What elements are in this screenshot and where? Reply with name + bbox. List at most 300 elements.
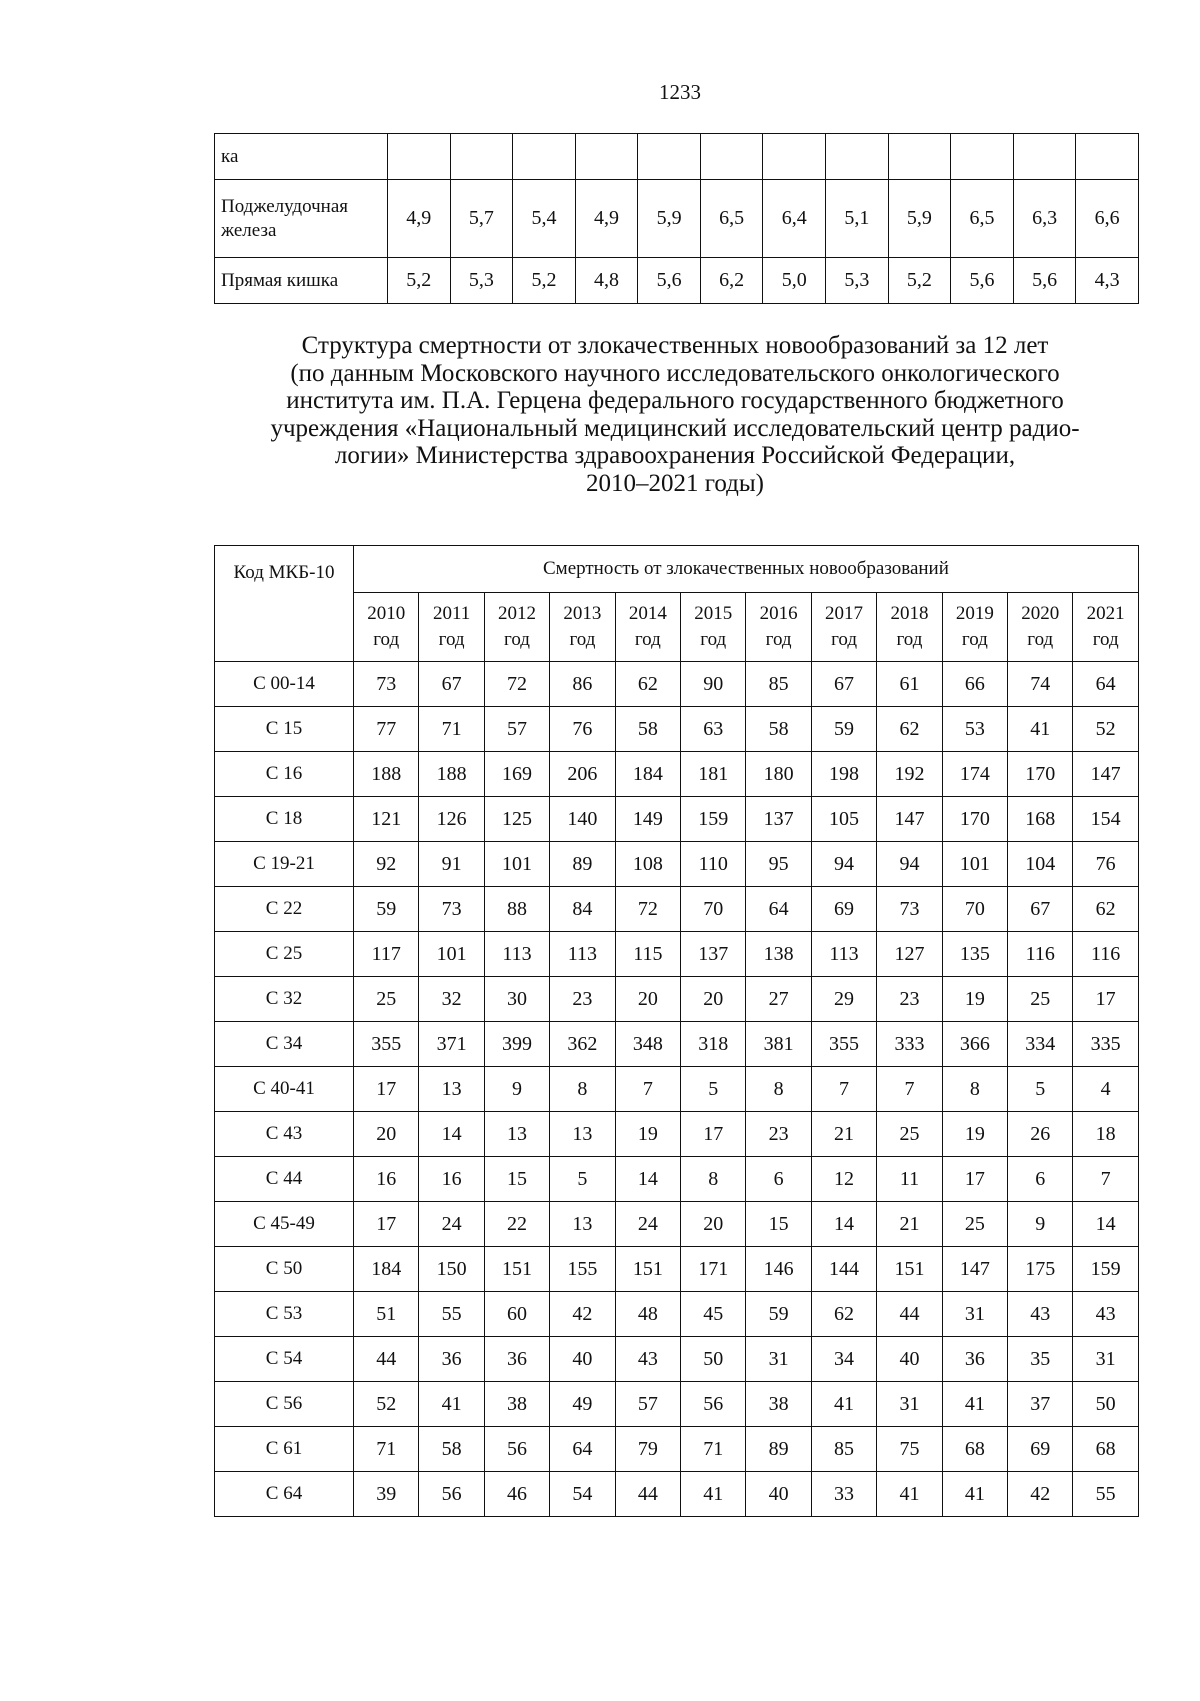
table-cell: 127 — [877, 932, 942, 977]
table-cell: 53 — [942, 707, 1007, 752]
year-header — [1073, 593, 1138, 662]
table-cell: 7 — [811, 1067, 876, 1112]
table-cell: 24 — [615, 1202, 680, 1247]
table-cell: 171 — [681, 1247, 746, 1292]
year-number: 2020 — [1021, 603, 1060, 624]
table-cell: 6,2 — [700, 258, 763, 304]
table-cell: 41 — [877, 1472, 942, 1517]
row-label: Прямая кишка — [215, 258, 388, 304]
icd-code: С 16 — [215, 752, 354, 797]
year-number: 2018 — [890, 603, 929, 624]
table-cell: 6,3 — [1013, 180, 1076, 258]
table-cell: 64 — [1073, 662, 1138, 707]
table-cell: 51 — [354, 1292, 419, 1337]
year-header — [942, 593, 1007, 662]
table-row — [215, 1202, 1139, 1247]
table-cell: 121 — [354, 797, 419, 842]
table-row — [215, 1337, 1139, 1382]
table-cell: 89 — [550, 842, 615, 887]
year-number: 2016 — [759, 603, 798, 624]
table-cell: 5,3 — [450, 258, 513, 304]
table-cell: 36 — [484, 1337, 549, 1382]
table-cell: 348 — [615, 1022, 680, 1067]
table-cell: 64 — [550, 1427, 615, 1472]
table-cell: 36 — [942, 1337, 1007, 1382]
table-cell: 6,4 — [763, 180, 826, 258]
table-cell: 41 — [419, 1382, 484, 1427]
table-cell: 116 — [1008, 932, 1073, 977]
table-cell: 33 — [811, 1472, 876, 1517]
table-cell: 57 — [484, 707, 549, 752]
table-cell: 73 — [354, 662, 419, 707]
table-cell: 17 — [354, 1202, 419, 1247]
table-cell: 25 — [942, 1202, 1007, 1247]
table-cell: 30 — [484, 977, 549, 1022]
table-cell: 355 — [811, 1022, 876, 1067]
table-row — [215, 662, 1139, 707]
table-cell: 41 — [1008, 707, 1073, 752]
table-cell: 101 — [942, 842, 1007, 887]
table-cell: 192 — [877, 752, 942, 797]
table-cell: 6,5 — [700, 180, 763, 258]
heading-line: учреждения «Национальный медицинский исследовательский центр радио- — [270, 414, 1080, 442]
table-cell: 366 — [942, 1022, 1007, 1067]
table-cell: 16 — [354, 1157, 419, 1202]
table-cell: 44 — [615, 1472, 680, 1517]
table-cell: 77 — [354, 707, 419, 752]
table-cell: 43 — [1073, 1292, 1138, 1337]
table-cell: 55 — [419, 1292, 484, 1337]
table-cell: 23 — [550, 977, 615, 1022]
table-cell: 72 — [484, 662, 549, 707]
table-cell: 147 — [877, 797, 942, 842]
table-row — [215, 707, 1139, 752]
table-cell: 126 — [419, 797, 484, 842]
table-cell: 14 — [1073, 1202, 1138, 1247]
icd-code: С 54 — [215, 1337, 354, 1382]
table-cell — [638, 134, 701, 180]
mortality-table — [214, 545, 1139, 1517]
table-cell: 168 — [1008, 797, 1073, 842]
table-cell — [888, 134, 951, 180]
table-cell: 62 — [615, 662, 680, 707]
year-word: год — [961, 629, 988, 650]
icd-code: С 45-49 — [215, 1202, 354, 1247]
heading-line: логии» Министерства здравоохранения Российской Федерации, — [334, 442, 1016, 469]
table-cell: 135 — [942, 932, 1007, 977]
table-cell: 5,4 — [513, 180, 576, 258]
year-header — [615, 593, 680, 662]
icd-code: С 43 — [215, 1112, 354, 1157]
table-cell: 4 — [1073, 1067, 1138, 1112]
table-cell: 381 — [746, 1022, 811, 1067]
table-cell: 181 — [681, 752, 746, 797]
table-cell: 88 — [484, 887, 549, 932]
table-cell: 75 — [877, 1427, 942, 1472]
table-cell: 54 — [550, 1472, 615, 1517]
year-number: 2013 — [563, 603, 602, 624]
table-cell: 5 — [1008, 1067, 1073, 1112]
code-column-header: Код МКБ-10 — [215, 546, 354, 662]
table-cell: 5,6 — [638, 258, 701, 304]
year-word: год — [373, 629, 400, 650]
table-cell: 62 — [811, 1292, 876, 1337]
table-cell: 17 — [354, 1067, 419, 1112]
icd-code: С 34 — [215, 1022, 354, 1067]
table-cell: 174 — [942, 752, 1007, 797]
table-cell — [513, 134, 576, 180]
table-cell: 8 — [942, 1067, 1007, 1112]
row-label: ка — [215, 134, 388, 180]
table-cell: 38 — [746, 1382, 811, 1427]
table-cell: 26 — [1008, 1112, 1073, 1157]
table-row — [215, 1247, 1139, 1292]
table-cell: 116 — [1073, 932, 1138, 977]
table-cell: 72 — [615, 887, 680, 932]
table-row — [215, 1472, 1139, 1517]
table-cell: 94 — [811, 842, 876, 887]
table-row — [215, 1382, 1139, 1427]
table-cell: 79 — [615, 1427, 680, 1472]
table-cell: 46 — [484, 1472, 549, 1517]
table-cell: 6 — [746, 1157, 811, 1202]
table-cell: 14 — [811, 1202, 876, 1247]
table-cell: 23 — [877, 977, 942, 1022]
table-cell: 43 — [1008, 1292, 1073, 1337]
table-cell: 73 — [877, 887, 942, 932]
year-word: год — [1092, 629, 1119, 650]
table-cell: 12 — [811, 1157, 876, 1202]
table-cell: 52 — [354, 1382, 419, 1427]
table-cell: 17 — [681, 1112, 746, 1157]
table-cell: 8 — [681, 1157, 746, 1202]
table-cell: 50 — [1073, 1382, 1138, 1427]
table-cell: 41 — [681, 1472, 746, 1517]
year-word: год — [765, 629, 792, 650]
table-cell: 137 — [746, 797, 811, 842]
table-cell: 43 — [615, 1337, 680, 1382]
table-cell: 31 — [877, 1382, 942, 1427]
table-cell: 23 — [746, 1112, 811, 1157]
table-cell: 169 — [484, 752, 549, 797]
table-cell: 70 — [681, 887, 746, 932]
table-cell: 69 — [1008, 1427, 1073, 1472]
table-cell: 63 — [681, 707, 746, 752]
table-cell: 151 — [484, 1247, 549, 1292]
table-cell — [1013, 134, 1076, 180]
table-cell: 89 — [746, 1427, 811, 1472]
icd-code: С 15 — [215, 707, 354, 752]
table-cell: 101 — [484, 842, 549, 887]
table-row — [215, 1112, 1139, 1157]
table-cell: 59 — [746, 1292, 811, 1337]
year-header — [354, 593, 419, 662]
table-cell: 42 — [1008, 1472, 1073, 1517]
table-cell: 48 — [615, 1292, 680, 1337]
row-label: Поджелудочная железа — [215, 180, 388, 258]
table-cell: 60 — [484, 1292, 549, 1337]
table-cell: 5,2 — [513, 258, 576, 304]
table-cell: 74 — [1008, 662, 1073, 707]
table-row — [215, 1157, 1139, 1202]
table-cell: 149 — [615, 797, 680, 842]
table-cell: 11 — [877, 1157, 942, 1202]
table-row — [215, 1022, 1139, 1067]
table-cell: 52 — [1073, 707, 1138, 752]
table-cell: 137 — [681, 932, 746, 977]
year-header — [746, 593, 811, 662]
table-cell: 61 — [877, 662, 942, 707]
icd-code: С 18 — [215, 797, 354, 842]
table-cell: 154 — [1073, 797, 1138, 842]
table-cell: 13 — [550, 1202, 615, 1247]
table-row — [215, 180, 1139, 258]
table-cell: 59 — [354, 887, 419, 932]
table-cell: 13 — [419, 1067, 484, 1112]
year-header — [419, 593, 484, 662]
table-cell: 71 — [681, 1427, 746, 1472]
icd-code: С 32 — [215, 977, 354, 1022]
table-cell: 68 — [942, 1427, 1007, 1472]
year-number: 2011 — [432, 603, 471, 624]
table-cell: 6,6 — [1076, 180, 1139, 258]
table-cell — [700, 134, 763, 180]
table-cell: 5,0 — [763, 258, 826, 304]
icd-code: С 44 — [215, 1157, 354, 1202]
table-cell: 22 — [484, 1202, 549, 1247]
table-cell: 188 — [354, 752, 419, 797]
table-cell: 184 — [354, 1247, 419, 1292]
table-cell: 76 — [1073, 842, 1138, 887]
table-cell: 32 — [419, 977, 484, 1022]
table-cell: 41 — [942, 1382, 1007, 1427]
table-cell: 5 — [681, 1067, 746, 1112]
table-cell: 5 — [550, 1157, 615, 1202]
table-cell: 70 — [942, 887, 1007, 932]
table-cell: 44 — [877, 1292, 942, 1337]
table-cell: 5,2 — [388, 258, 451, 304]
year-header — [811, 593, 876, 662]
table-cell: 27 — [746, 977, 811, 1022]
table-cell: 37 — [1008, 1382, 1073, 1427]
table-cell: 29 — [811, 977, 876, 1022]
table-cell: 15 — [484, 1157, 549, 1202]
table-cell: 188 — [419, 752, 484, 797]
table-cell: 138 — [746, 932, 811, 977]
table-cell: 170 — [942, 797, 1007, 842]
year-header — [484, 593, 549, 662]
table-cell: 4,9 — [575, 180, 638, 258]
table-row — [215, 752, 1139, 797]
table-cell: 147 — [1073, 752, 1138, 797]
table-cell: 355 — [354, 1022, 419, 1067]
table-row — [215, 1427, 1139, 1472]
icd-code: С 40-41 — [215, 1067, 354, 1112]
table-cell: 335 — [1073, 1022, 1138, 1067]
table-cell: 35 — [1008, 1337, 1073, 1382]
table-cell: 16 — [419, 1157, 484, 1202]
table-cell: 117 — [354, 932, 419, 977]
table-cell: 56 — [681, 1382, 746, 1427]
table-cell: 155 — [550, 1247, 615, 1292]
table-cell: 5,6 — [1013, 258, 1076, 304]
table-cell: 58 — [746, 707, 811, 752]
table-cell: 4,3 — [1076, 258, 1139, 304]
icd-code: С 22 — [215, 887, 354, 932]
table-cell: 7 — [1073, 1157, 1138, 1202]
table-cell: 19 — [942, 977, 1007, 1022]
table-cell: 62 — [1073, 887, 1138, 932]
table-cell: 125 — [484, 797, 549, 842]
year-header — [550, 593, 615, 662]
table-cell: 86 — [550, 662, 615, 707]
year-word: год — [896, 629, 923, 650]
year-word: год — [504, 629, 530, 650]
table-cell: 113 — [811, 932, 876, 977]
table-cell: 110 — [681, 842, 746, 887]
table-cell: 58 — [419, 1427, 484, 1472]
table-cell: 39 — [354, 1472, 419, 1517]
table-cell: 113 — [484, 932, 549, 977]
table-cell: 9 — [484, 1067, 549, 1112]
table-cell: 31 — [1073, 1337, 1138, 1382]
table-cell: 91 — [419, 842, 484, 887]
table-cell: 108 — [615, 842, 680, 887]
heading-line: Структура смертности от злокачественных новообразований за 12 лет — [301, 332, 1049, 359]
table-cell: 144 — [811, 1247, 876, 1292]
table-cell: 104 — [1008, 842, 1073, 887]
year-header — [877, 593, 942, 662]
table-row — [215, 1292, 1139, 1337]
table-cell: 69 — [811, 887, 876, 932]
table-cell: 76 — [550, 707, 615, 752]
table-cell: 20 — [681, 1202, 746, 1247]
table-row — [215, 258, 1139, 304]
table-cell: 151 — [615, 1247, 680, 1292]
table-cell: 67 — [419, 662, 484, 707]
table-cell: 58 — [615, 707, 680, 752]
table-cell: 59 — [811, 707, 876, 752]
table-cell: 20 — [615, 977, 680, 1022]
heading-line: (по данным Московского научного исследовательского онкологического — [290, 359, 1060, 387]
year-header — [1008, 593, 1073, 662]
table-cell: 170 — [1008, 752, 1073, 797]
icd-code: С 19-21 — [215, 842, 354, 887]
table-row — [215, 797, 1139, 842]
table-cell — [1076, 134, 1139, 180]
table-cell: 5,2 — [888, 258, 951, 304]
table-cell: 49 — [550, 1382, 615, 1427]
table-row — [215, 1067, 1139, 1112]
table-cell: 371 — [419, 1022, 484, 1067]
year-number: 2010 — [367, 603, 406, 624]
table-cell — [826, 134, 889, 180]
table-cell: 85 — [746, 662, 811, 707]
table-cell: 184 — [615, 752, 680, 797]
year-number: 2012 — [498, 603, 537, 624]
table-cell: 56 — [419, 1472, 484, 1517]
table-cell: 17 — [1073, 977, 1138, 1022]
table-cell: 64 — [746, 887, 811, 932]
table-cell: 94 — [877, 842, 942, 887]
table-cell: 18 — [1073, 1112, 1138, 1157]
table-row — [215, 932, 1139, 977]
table-cell: 31 — [746, 1337, 811, 1382]
table-cell: 8 — [746, 1067, 811, 1112]
icd-code: С 25 — [215, 932, 354, 977]
table-cell: 159 — [1073, 1247, 1138, 1292]
table-cell: 159 — [681, 797, 746, 842]
table-cell: 13 — [550, 1112, 615, 1157]
table-cell: 24 — [419, 1202, 484, 1247]
table-cell: 147 — [942, 1247, 1007, 1292]
table-cell: 333 — [877, 1022, 942, 1067]
table-row — [215, 842, 1139, 887]
table-cell — [951, 134, 1014, 180]
table-cell: 21 — [877, 1202, 942, 1247]
table-cell: 41 — [942, 1472, 1007, 1517]
table-cell: 14 — [419, 1112, 484, 1157]
table-cell: 95 — [746, 842, 811, 887]
icd-code: С 53 — [215, 1292, 354, 1337]
year-number: 2019 — [955, 603, 994, 624]
year-number: 2015 — [694, 603, 733, 624]
icd-code: С 64 — [215, 1472, 354, 1517]
table-cell: 40 — [877, 1337, 942, 1382]
heading-line: 2010–2021 годы) — [585, 469, 764, 497]
table-cell: 85 — [811, 1427, 876, 1472]
table-cell: 38 — [484, 1382, 549, 1427]
table-cell: 15 — [746, 1202, 811, 1247]
table-cell: 25 — [877, 1112, 942, 1157]
table-cell: 151 — [877, 1247, 942, 1292]
year-number: 2014 — [628, 603, 667, 624]
table-cell: 68 — [1073, 1427, 1138, 1472]
table-cell: 140 — [550, 797, 615, 842]
table-cell: 71 — [354, 1427, 419, 1472]
icd-code: С 50 — [215, 1247, 354, 1292]
table-cell: 67 — [1008, 887, 1073, 932]
year-word: год — [1027, 629, 1054, 650]
table-cell: 362 — [550, 1022, 615, 1067]
table-cell: 318 — [681, 1022, 746, 1067]
table-cell: 66 — [942, 662, 1007, 707]
year-word: год — [831, 629, 858, 650]
table-row — [215, 887, 1139, 932]
table-cell: 101 — [419, 932, 484, 977]
table-cell — [763, 134, 826, 180]
continuation-table — [214, 133, 1139, 304]
table-cell: 20 — [354, 1112, 419, 1157]
table-cell: 6,5 — [951, 180, 1014, 258]
table-cell: 5,9 — [888, 180, 951, 258]
table-cell: 36 — [419, 1337, 484, 1382]
table-cell: 4,8 — [575, 258, 638, 304]
table-cell: 42 — [550, 1292, 615, 1337]
table-cell: 14 — [615, 1157, 680, 1202]
table-cell: 62 — [877, 707, 942, 752]
table-cell: 105 — [811, 797, 876, 842]
table-cell: 5,7 — [450, 180, 513, 258]
table-cell: 19 — [942, 1112, 1007, 1157]
table-cell: 57 — [615, 1382, 680, 1427]
table-cell: 25 — [1008, 977, 1073, 1022]
table-cell: 34 — [811, 1337, 876, 1382]
table-cell: 206 — [550, 752, 615, 797]
table-cell: 146 — [746, 1247, 811, 1292]
table-cell: 6 — [1008, 1157, 1073, 1202]
table-cell: 50 — [681, 1337, 746, 1382]
